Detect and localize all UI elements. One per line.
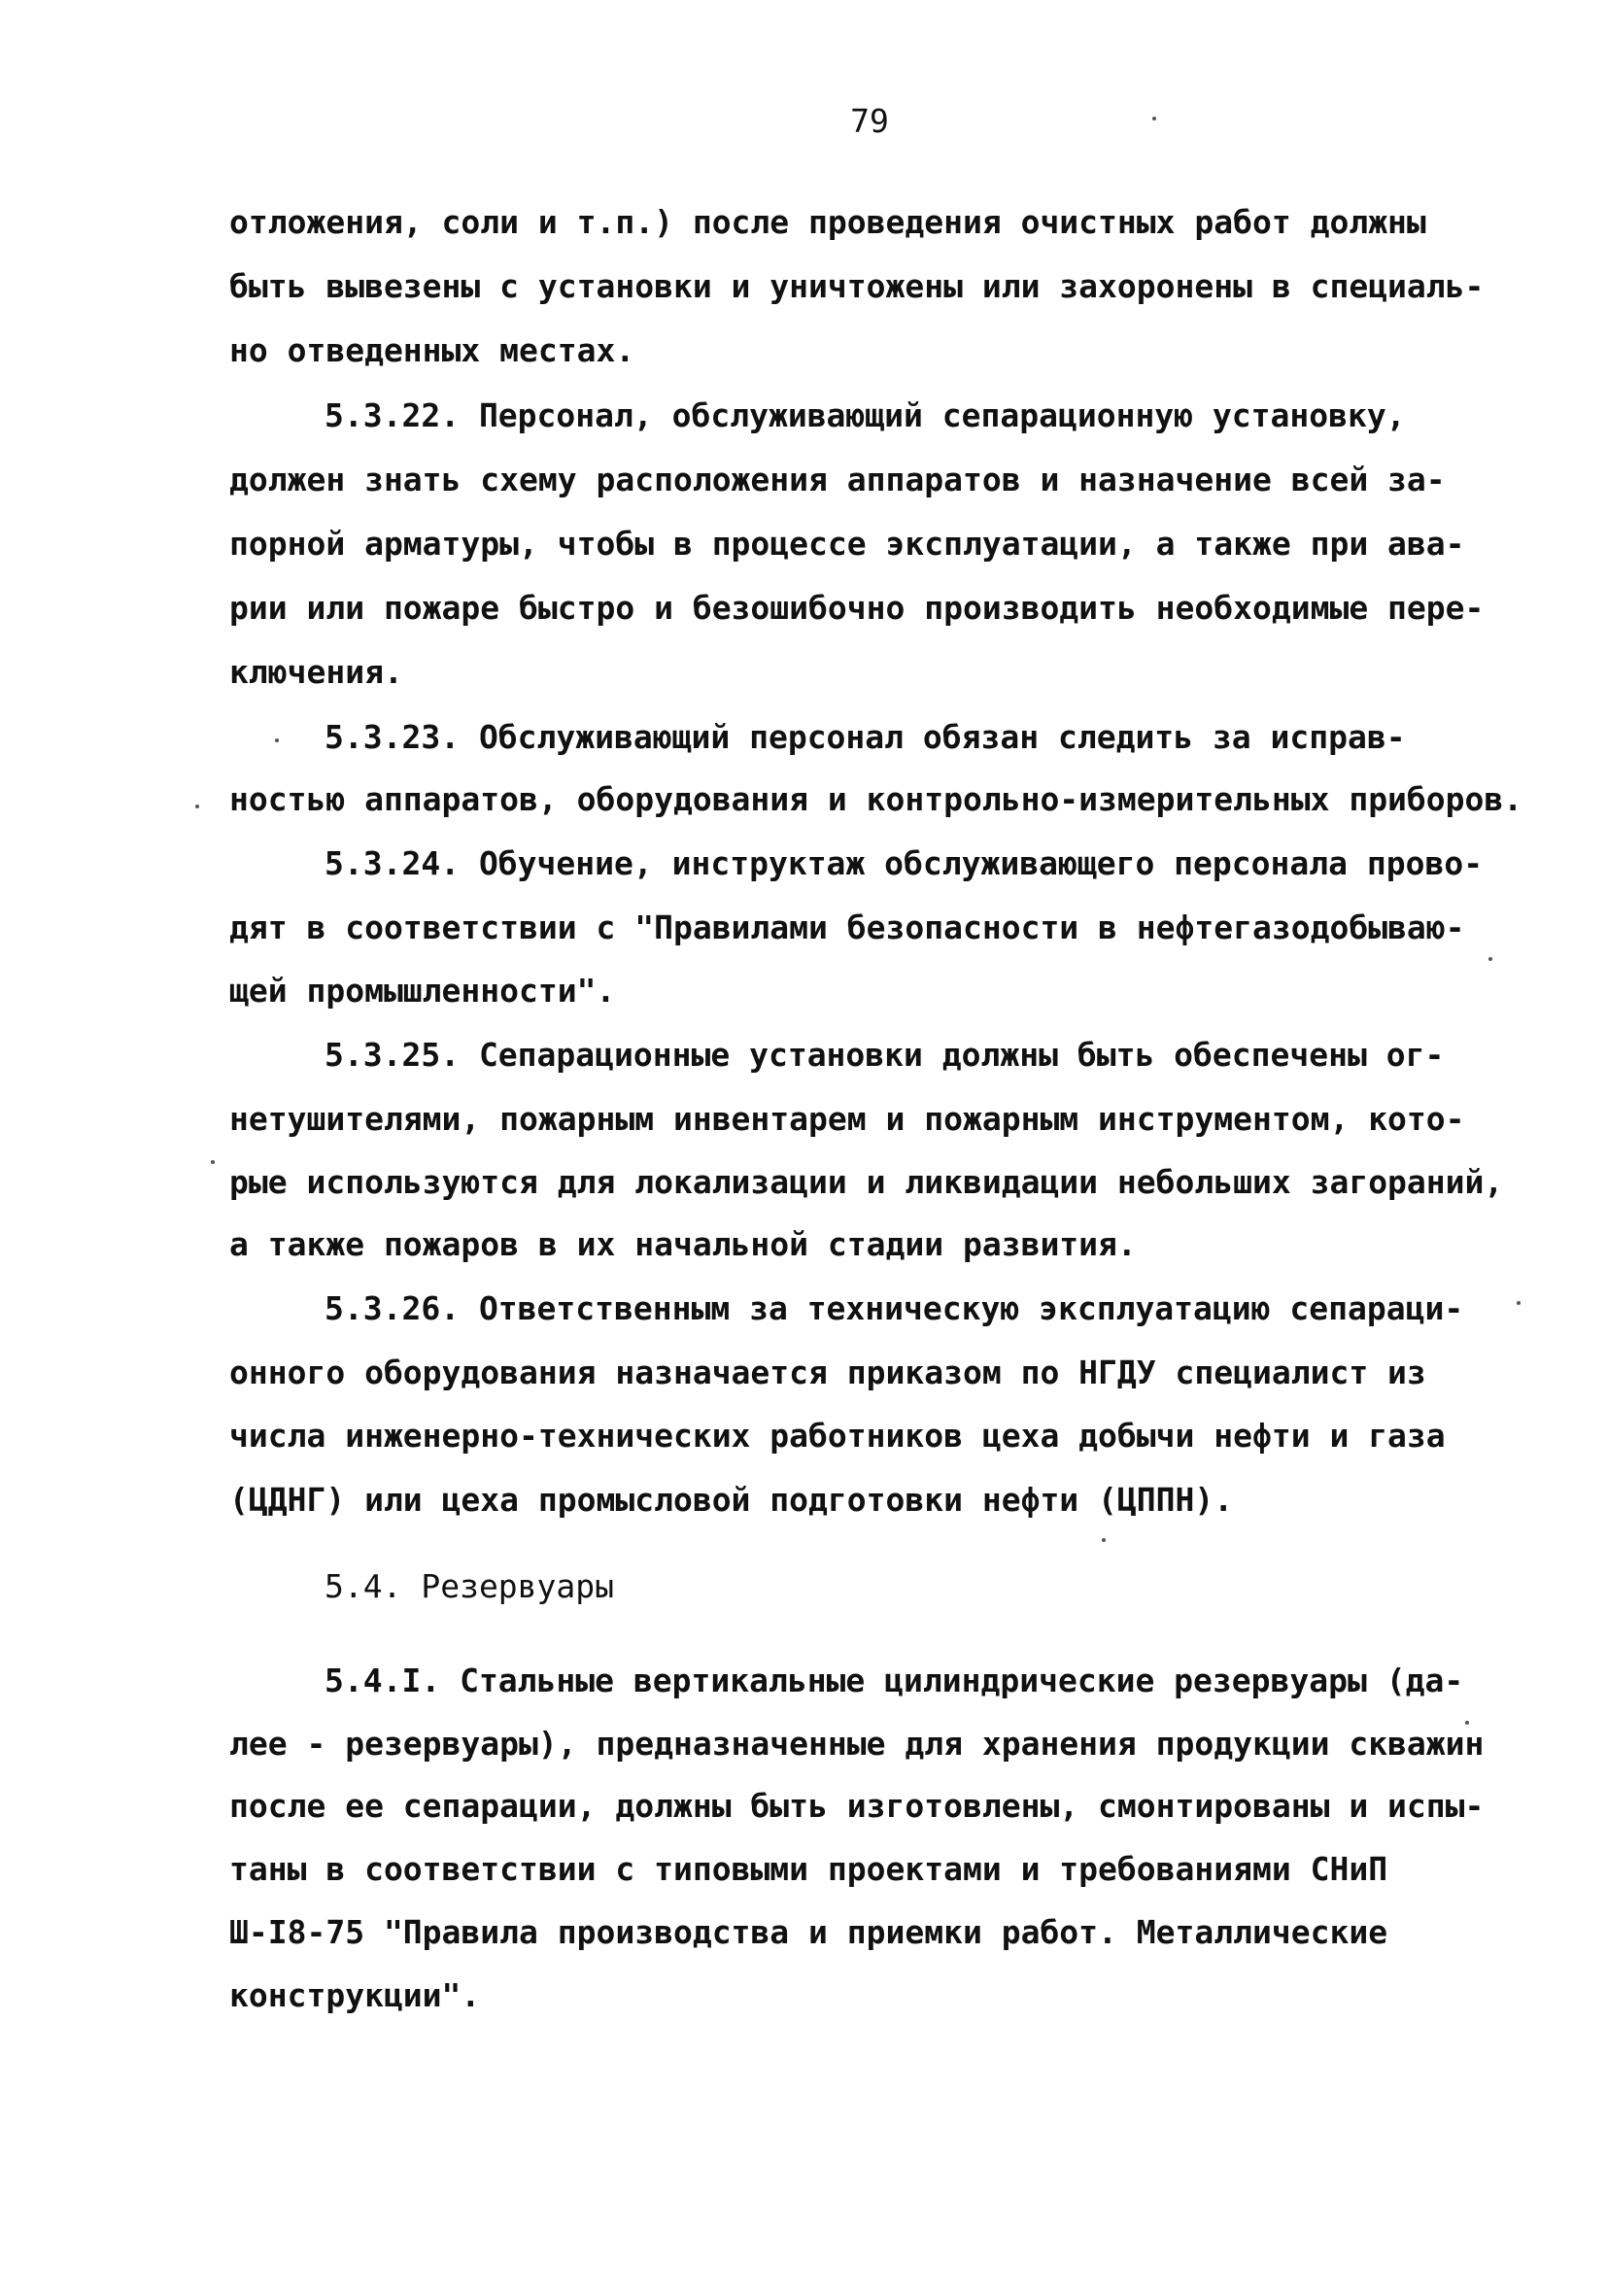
scan-speck [1102,1538,1106,1542]
scan-speck [275,738,279,742]
text-line: ключения. [229,653,403,691]
text-line: должен знать схему расположения аппаратов и назначение всей за- [229,461,1446,498]
text-line: после ее сепарации, должны быть изготовлены, смонтированы и испы- [229,1787,1485,1825]
scan-speck [1152,117,1156,120]
paragraph-first-line: 5.3.22. Персонал, обслуживающий сепарационную установку, [325,396,1406,434]
page-number: 79 [850,102,889,140]
scan-speck [1488,957,1492,961]
text-line: Ш-I8-75 "Правила производства и приемки работ. Металлические [229,1913,1388,1951]
scan-speck [1517,1301,1521,1305]
paragraph-first-line: 5.3.23. Обслуживающий персонал обязан следить за исправ- [325,718,1406,756]
text-line: отложения, соли и т.п.) после проведения очистных работ должны [229,203,1426,241]
text-line: (ЦДНГ) или цеха промысловой подготовки нефти (ЦППН). [229,1481,1234,1519]
scan-speck [195,805,199,808]
text-line: щей промышленности". [229,972,616,1010]
text-line: быть вывезены с установки и уничтожены или захоронены в специаль- [229,267,1485,305]
text-line: онного оборудования назначается приказом по НГДУ специалист из [229,1354,1426,1391]
scan-speck [211,1160,215,1164]
scan-speck [1465,1721,1469,1725]
text-line: но отведенных местах. [229,331,635,369]
paragraph-first-line: 5.4.I. Стальные вертикальные цилиндрические резервуары (да- [325,1662,1464,1699]
paragraph-first-line: 5.3.24. Обучение, инструктаж обслуживающего персонала прово- [325,844,1484,882]
text-line: нетушителями, пожарным инвентарем и пожарным инструментом, кото- [229,1100,1465,1138]
text-line: конструкции". [229,1976,481,2014]
text-line: лее - резервуары), предназначенные для хранения продукции скважин [229,1725,1485,1763]
text-line: ностью аппаратов, оборудования и контрольно-измерительных приборов. [229,780,1523,818]
section-heading: 5.4. Резервуары [325,1567,615,1605]
text-line: порной арматуры, чтобы в процессе эксплуатации, а также при ава- [229,525,1465,563]
paragraph-first-line: 5.3.25. Сепарационные установки должны быть обеспечены ог- [325,1036,1445,1074]
text-line: числа инженерно-технических работников цеха добычи нефти и газа [229,1417,1446,1455]
text-line: дят в соответствии с "Правилами безопасности в нефтегазодобываю- [229,908,1465,946]
text-line: рии или пожаре быстро и безошибочно производить необходимые пере- [229,589,1485,627]
text-line: рые используются для локализации и ликвидации небольших загораний, [229,1163,1504,1201]
paragraph-first-line: 5.3.26. Ответственным за техническую эксплуатацию сепараци- [325,1289,1464,1327]
text-line: а также пожаров в их начальной стадии развития. [229,1225,1137,1263]
text-line: таны в соответствии с типовыми проектами и требованиями СНиП [229,1850,1388,1888]
